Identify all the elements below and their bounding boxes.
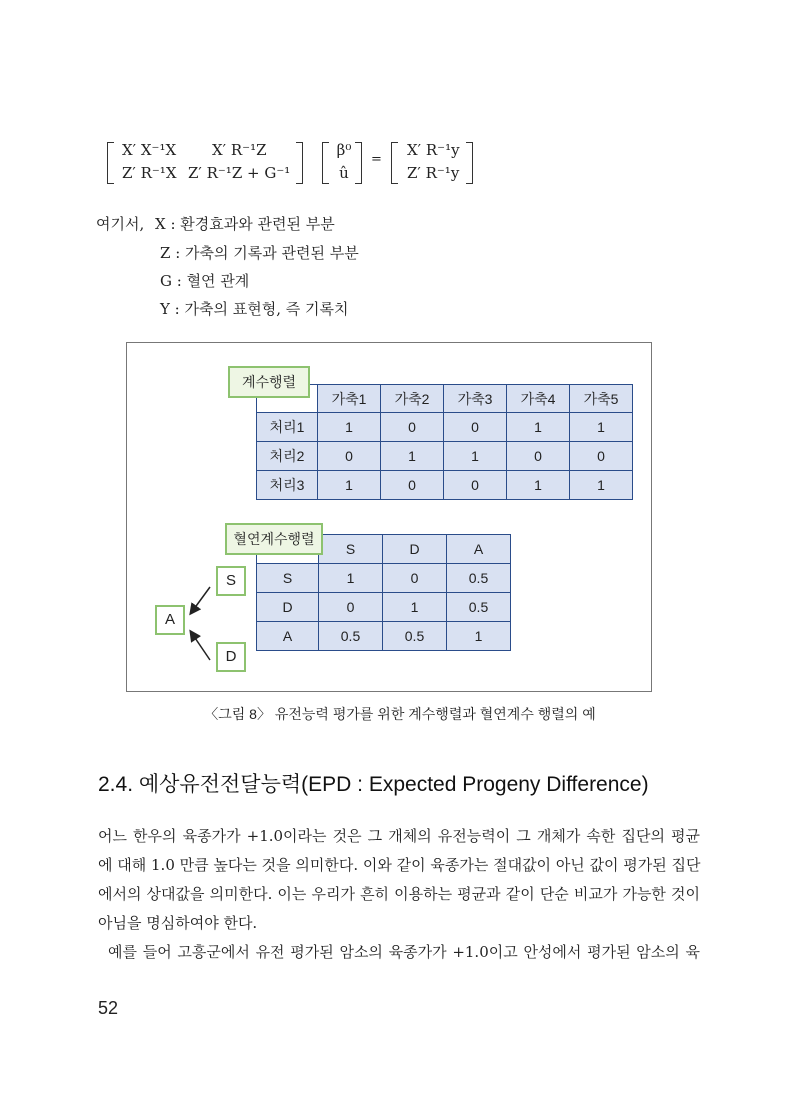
- sire-to-offspring-arrow: [191, 587, 210, 613]
- rel-cell: 0.5: [319, 622, 383, 651]
- design-cell: 0: [444, 413, 507, 442]
- dam-to-offspring-arrow: [191, 632, 210, 660]
- rhs-r1: X′ R⁻¹y: [407, 141, 460, 159]
- lhs-r2c2: Z′ R⁻¹Z + G⁻¹: [188, 164, 291, 182]
- rel-row-label: D: [257, 593, 319, 622]
- design-cell: 1: [381, 442, 444, 471]
- design-header-row: [257, 385, 633, 413]
- rel-cell: 0: [319, 593, 383, 622]
- rel-cell: 1: [447, 622, 511, 651]
- design-cell: 1: [507, 413, 570, 442]
- page-number: 52: [98, 998, 119, 1018]
- figure-caption: 〈그림 8〉 유전능력 평가를 위한 계수행렬과 혈연계수 행렬의 예: [204, 706, 596, 722]
- design-col-header: 가축3: [444, 385, 507, 413]
- rhs-left-bracket: [391, 142, 398, 184]
- rel-cell: 1: [319, 564, 383, 593]
- rel-row-label: S: [257, 564, 319, 593]
- rel-cell: 0.5: [447, 564, 511, 593]
- table-row: [257, 622, 511, 651]
- design-cell: 0: [318, 442, 381, 471]
- rel-cell: 0.5: [447, 593, 511, 622]
- rel-col-header: S: [319, 535, 383, 564]
- design-row-label: 처리2: [257, 442, 318, 471]
- definition-y: Y : 가축의 표현형, 즉 기록치: [160, 300, 349, 318]
- rel-row-label: A: [257, 622, 319, 651]
- rel-col-header: D: [383, 535, 447, 564]
- design-col-header: 가축4: [507, 385, 570, 413]
- table-row: [257, 413, 633, 442]
- rel-cell: 0: [383, 564, 447, 593]
- rel-cell: 1: [383, 593, 447, 622]
- design-cell: 1: [570, 471, 633, 500]
- table-row: [257, 593, 511, 622]
- design-matrix-table: [256, 384, 633, 500]
- rhs-right-bracket: [466, 142, 473, 184]
- rel-col-header: A: [447, 535, 511, 564]
- design-cell: 0: [507, 442, 570, 471]
- table-row: [257, 564, 511, 593]
- definition-x: X : 환경효과와 관련된 부분: [155, 215, 335, 233]
- vec-u-hat: û: [339, 164, 349, 182]
- design-cell: 1: [444, 442, 507, 471]
- body-line: 에 대해 1.0 만큼 높다는 것을 의미한다. 이와 같이 육종가는 절대값이 아닌 값이 평가된 집단: [98, 856, 701, 874]
- table-row: [257, 442, 633, 471]
- vec-beta: β⁰: [336, 141, 352, 159]
- table-row: [257, 471, 633, 500]
- design-cell: 0: [381, 471, 444, 500]
- design-row-label: 처리1: [257, 413, 318, 442]
- lhs-left-bracket: [107, 142, 114, 184]
- design-cell: 0: [381, 413, 444, 442]
- design-col-header: 가축2: [381, 385, 444, 413]
- section-title: 2.4. 예상유전전달능력(EPD : Expected Progeny Difference): [98, 773, 649, 796]
- lhs-right-bracket: [296, 142, 303, 184]
- design-cell: 0: [444, 471, 507, 500]
- body-line: 어느 한우의 육종가가 +1.0이라는 것은 그 개체의 유전능력이 그 개체가 속한 집단의 평균: [98, 827, 700, 845]
- definition-g: G : 혈연 관계: [160, 272, 250, 290]
- body-line: 예를 들어 고흥군에서 유전 평가된 암소의 육종가가 +1.0이고 안성에서 평가된 암소의 육: [108, 943, 700, 961]
- body-line: 에서의 상대값을 의미한다. 이는 우리가 흔히 이용하는 평균과 같이 단순 비교가 가능한 것이: [98, 885, 700, 903]
- pedigree-offspring-node: A: [155, 605, 185, 635]
- relationship-matrix-label: 혈연계수행렬: [225, 523, 323, 555]
- pedigree-sire-node: S: [216, 566, 246, 596]
- design-cell: 1: [570, 413, 633, 442]
- lhs-r1c2: X′ R⁻¹Z: [212, 141, 267, 159]
- vec-right-bracket: [355, 142, 362, 184]
- lhs-r2c1: Z′ R⁻¹X: [122, 164, 177, 182]
- design-col-header: 가축1: [318, 385, 381, 413]
- design-cell: 1: [507, 471, 570, 500]
- rel-cell: 0.5: [383, 622, 447, 651]
- rhs-r2: Z′ R⁻¹y: [407, 164, 460, 182]
- pedigree-arrows: [140, 560, 240, 670]
- design-matrix-label: 계수행렬: [228, 366, 310, 398]
- design-cell: 1: [318, 413, 381, 442]
- definitions-intro: 여기서,: [96, 215, 145, 233]
- design-cell: 0: [570, 442, 633, 471]
- body-line: 아님을 명심하여야 한다.: [98, 914, 258, 932]
- vec-left-bracket: [322, 142, 329, 184]
- lhs-r1c1: X′ X⁻¹X: [122, 141, 177, 159]
- pedigree-dam-node: D: [216, 642, 246, 672]
- design-col-header: 가축5: [570, 385, 633, 413]
- design-cell: 1: [318, 471, 381, 500]
- design-row-label: 처리3: [257, 471, 318, 500]
- definition-z: Z : 가축의 기록과 관련된 부분: [160, 244, 359, 262]
- equals-sign: =: [371, 152, 382, 167]
